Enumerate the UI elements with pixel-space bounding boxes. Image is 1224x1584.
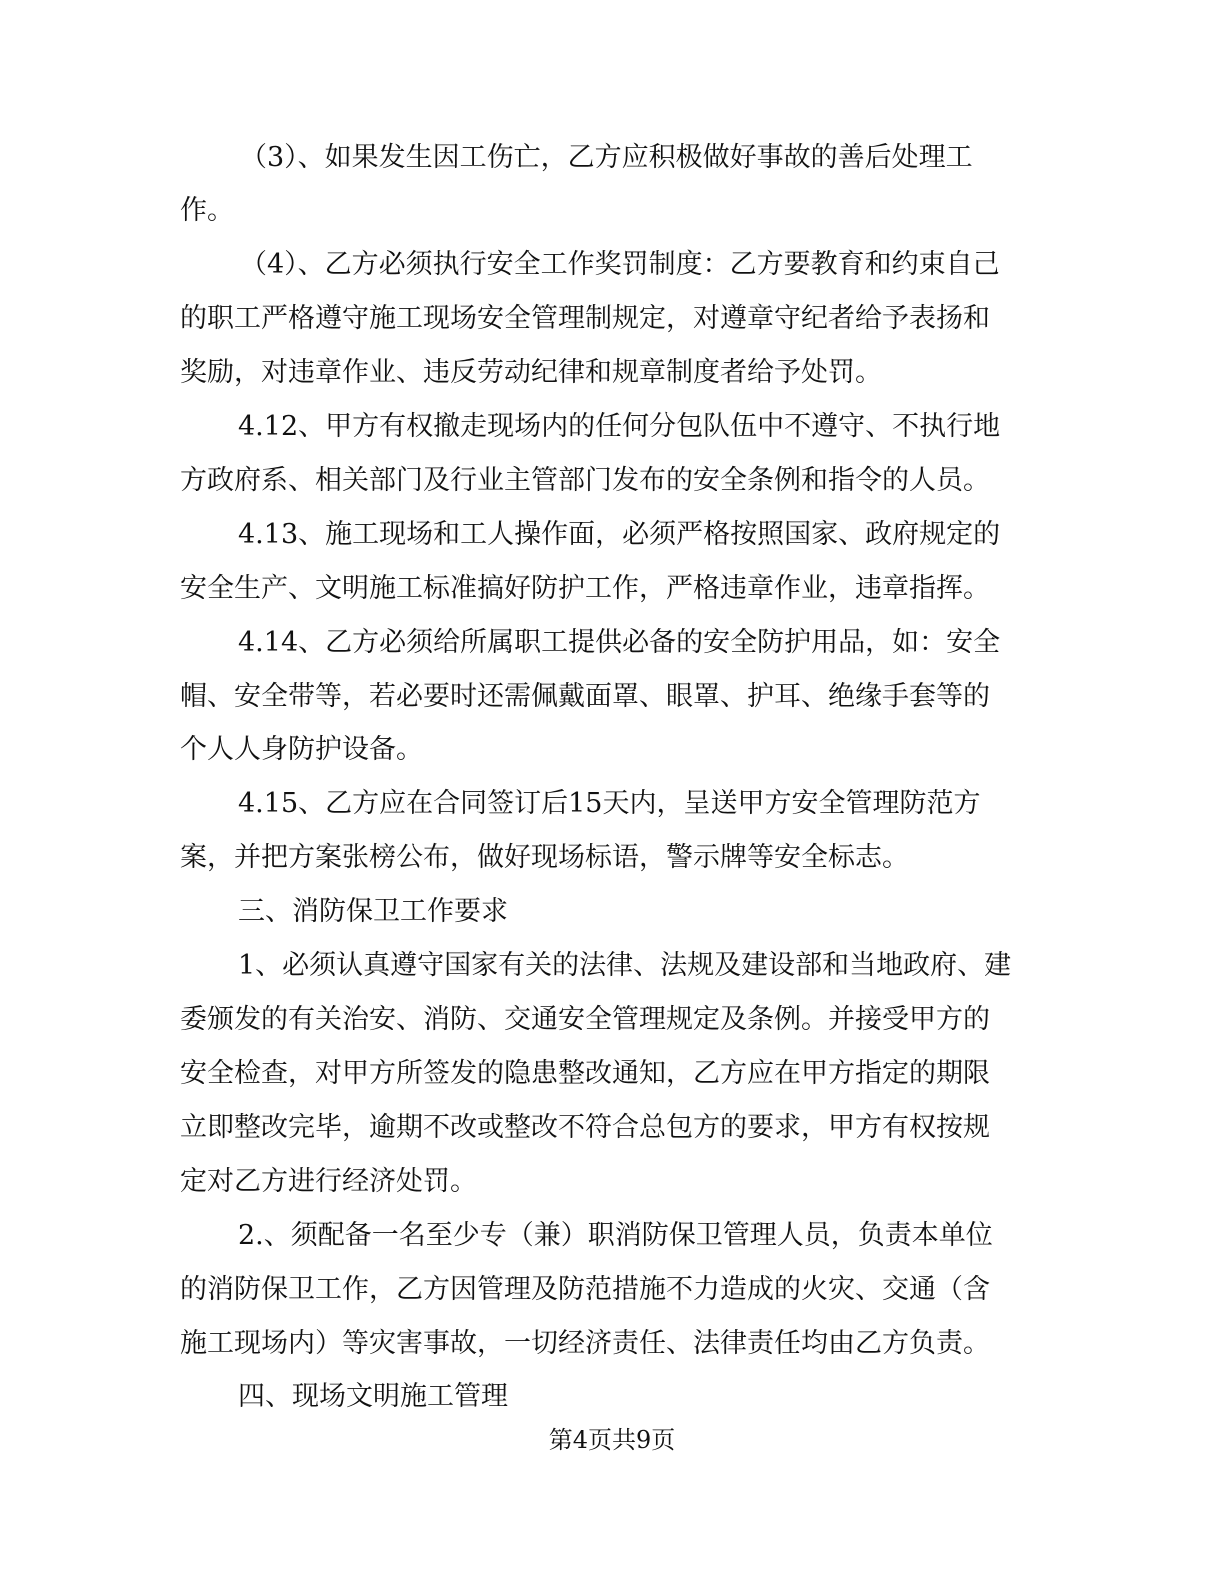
text-line: 施工现场内）等灾害事故，一切经济责任、法律责任均由乙方负责。 bbox=[180, 1328, 990, 1359]
text-line: 的消防保卫工作，乙方因管理及防范措施不力造成的火灾、交通（含 bbox=[180, 1274, 990, 1305]
text-line: 1、必须认真遵守国家有关的法律、法规及建设部和当地政府、建 bbox=[238, 950, 1012, 981]
text-line: 4.15、乙方应在合同签订后15天内，呈送甲方安全管理防范方 bbox=[238, 788, 981, 819]
text-line: 安全生产、文明施工标准搞好防护工作，严格违章作业，违章指挥。 bbox=[180, 573, 990, 604]
text-line: 的职工严格遵守施工现场安全管理制规定，对遵章守纪者给予表扬和 bbox=[180, 303, 990, 334]
text-line: 案，并把方案张榜公布，做好现场标语，警示牌等安全标志。 bbox=[180, 842, 909, 873]
text-line: 安全检查，对甲方所签发的隐患整改通知，乙方应在甲方指定的期限 bbox=[180, 1058, 990, 1089]
page-number: 第4页共9页 bbox=[548, 1426, 676, 1454]
text-line: 定对乙方进行经济处罚。 bbox=[180, 1166, 477, 1197]
text-line: 4.14、乙方必须给所属职工提供必备的安全防护用品，如：安全 bbox=[238, 627, 1001, 658]
text-line: 立即整改完毕，逾期不改或整改不符合总包方的要求，甲方有权按规 bbox=[180, 1112, 990, 1143]
text-line: 4.12、甲方有权撤走现场内的任何分包队伍中不遵守、不执行地 bbox=[238, 411, 1001, 442]
text-line: 作。 bbox=[180, 195, 234, 226]
text-line: 帽、安全带等，若必要时还需佩戴面罩、眼罩、护耳、绝缘手套等的 bbox=[180, 681, 990, 712]
text-line: 4.13、施工现场和工人操作面，必须严格按照国家、政府规定的 bbox=[238, 519, 1001, 550]
text-line: 委颁发的有关治安、消防、交通安全管理规定及条例。并接受甲方的 bbox=[180, 1004, 990, 1035]
text-line: （3）、如果发生因工伤亡，乙方应积极做好事故的善后处理工 bbox=[240, 142, 973, 173]
text-line: 2.、须配备一名至少专（兼）职消防保卫管理人员，负责本单位 bbox=[238, 1220, 993, 1251]
section-heading: 三、消防保卫工作要求 bbox=[238, 896, 508, 927]
text-line: 个人人身防护设备。 bbox=[180, 734, 423, 765]
text-line: 奖励，对违章作业、违反劳动纪律和规章制度者给予处罚。 bbox=[180, 357, 882, 388]
text-line: （4）、乙方必须执行安全工作奖罚制度：乙方要教育和约束自己 bbox=[240, 249, 1000, 280]
text-line: 方政府系、相关部门及行业主管部门发布的安全条例和指令的人员。 bbox=[180, 465, 990, 496]
section-heading: 四、现场文明施工管理 bbox=[238, 1381, 508, 1412]
